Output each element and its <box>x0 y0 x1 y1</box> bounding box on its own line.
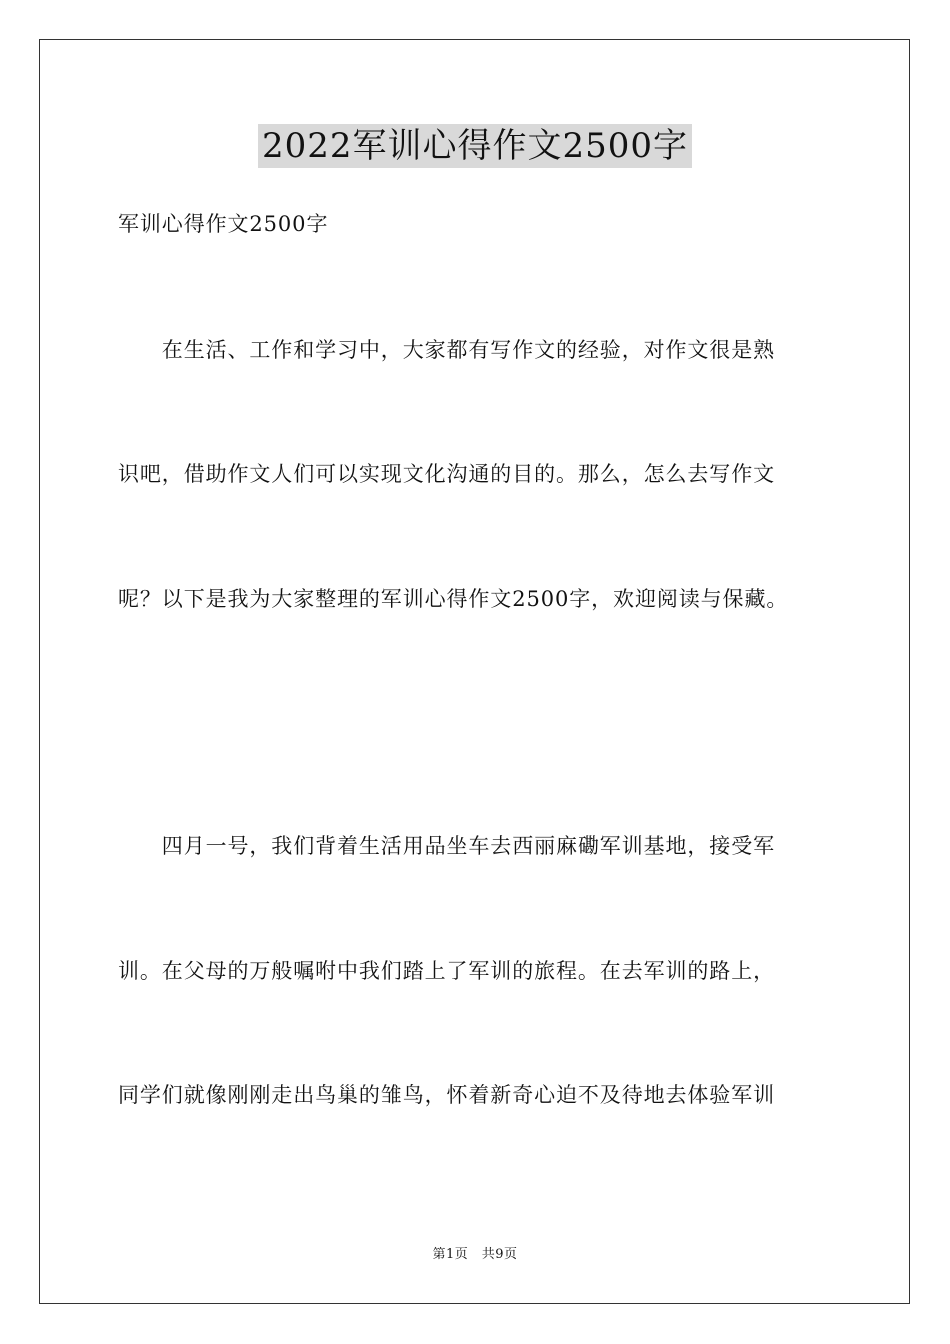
paragraph-line: 呢？以下是我为大家整理的军训心得作文2500字，欢迎阅读与保藏。 <box>118 587 789 611</box>
page-footer: 第1页 共9页 <box>432 1247 518 1262</box>
paragraph-line: 识吧，借助作文人们可以实现文化沟通的目的。那么，怎么去写作文 <box>118 462 775 486</box>
title-container <box>0 124 950 168</box>
document-subtitle: 军训心得作文2500字 <box>118 212 329 236</box>
paragraph-line: 训。在父母的万般嘱咐中我们踏上了军训的旅程。在去军训的路上， <box>118 959 775 983</box>
paragraph-line: 在生活、工作和学习中，大家都有写作文的经验，对作文很是熟 <box>118 338 775 362</box>
paragraph-line: 同学们就像刚刚走出鸟巢的雏鸟，怀着新奇心迫不及待地去体验军训 <box>118 1083 775 1107</box>
document-title: 2022军训心得作文2500字 <box>258 124 692 168</box>
paragraph-line: 四月一号，我们背着生活用品坐车去西丽麻磡军训基地，接受军 <box>118 834 775 858</box>
